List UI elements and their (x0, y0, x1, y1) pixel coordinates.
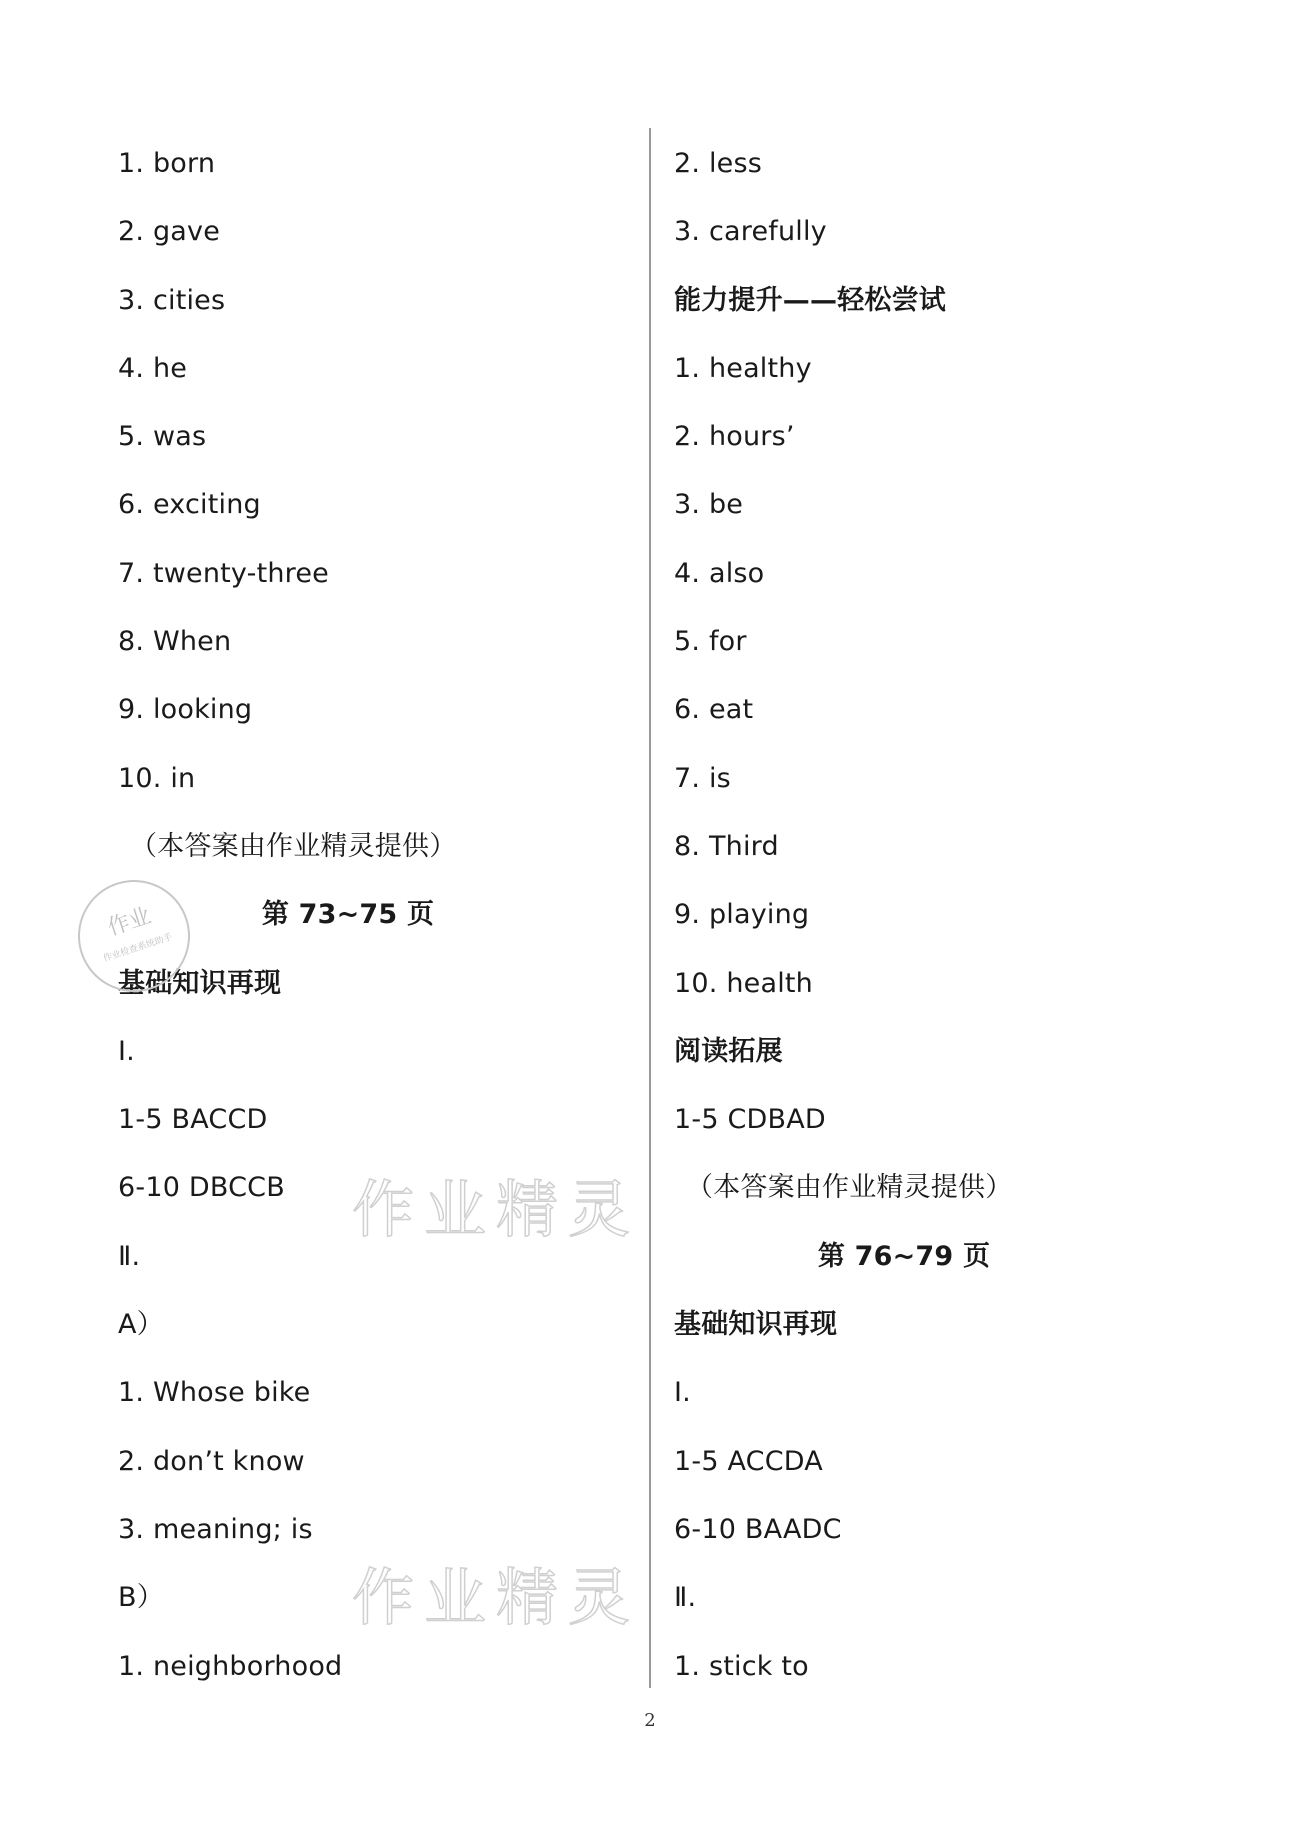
answer-line: 1. born (118, 148, 216, 179)
answer-line: 4. he (118, 352, 188, 384)
answer-line: 6-10 DBCCB (118, 1172, 285, 1204)
page-number: 2 (644, 1710, 656, 1731)
stamp-title: 作业 (104, 903, 155, 941)
answer-line: Ⅰ. (674, 1377, 691, 1409)
left-column (118, 142, 658, 1713)
column-divider (649, 128, 651, 1688)
answer-line: 9. playing (674, 899, 810, 931)
answer-line: 3. cities (118, 284, 226, 316)
right-column (674, 142, 1214, 1713)
answer-line: 5. was (118, 421, 207, 453)
answer-line: 1. stick to (674, 1650, 809, 1682)
answer-line: 1-5 BACCD (118, 1104, 268, 1136)
answer-line: 2. less (674, 148, 762, 179)
answer-line: 7. twenty-three (118, 557, 329, 589)
answer-line: 10. in (118, 762, 196, 794)
source-note: （本答案由作业精灵提供） (130, 830, 457, 862)
watermark-text: 作业精灵 (352, 1173, 641, 1246)
page-range-title: 第 76~79 页 (817, 1240, 991, 1272)
answer-line: 1-5 ACCDA (674, 1445, 823, 1477)
answer-line: 3. be (674, 489, 744, 521)
answer-line: B） (118, 1582, 164, 1614)
answer-line: 3. carefully (674, 216, 827, 248)
answer-line: 6. exciting (118, 489, 261, 521)
answer-line: 3. meaning; is (118, 1513, 313, 1545)
answer-line: 6-10 BAADC (674, 1513, 842, 1545)
watermark-text: 作业精灵 (352, 1561, 641, 1634)
answer-line: 9. looking (118, 694, 253, 726)
answer-line: 8. When (118, 626, 232, 658)
answer-line: 4. also (674, 557, 765, 589)
section-heading: 阅读拓展 (674, 1035, 783, 1067)
answer-line: 2. hours’ (674, 421, 795, 453)
page-range-title: 第 73~75 页 (261, 899, 435, 931)
section-heading: 基础知识再现 (118, 967, 282, 999)
answer-line: 1. neighborhood (118, 1650, 343, 1682)
answer-line: 5. for (674, 626, 747, 658)
answer-line: Ⅱ. (674, 1582, 697, 1614)
answer-line: 1-5 CDBAD (674, 1104, 826, 1136)
answer-line: 1. healthy (674, 352, 812, 384)
answer-line: 1. Whose bike (118, 1377, 311, 1409)
answer-line: 2. gave (118, 216, 221, 248)
answer-line: Ⅱ. (118, 1240, 141, 1272)
answer-line: 8. Third (674, 830, 779, 862)
source-note: （本答案由作业精灵提供） (686, 1172, 1013, 1204)
answer-line: 2. don’t know (118, 1445, 305, 1477)
answer-line: Ⅰ. (118, 1035, 135, 1067)
answer-line: A） (118, 1309, 164, 1341)
section-heading: 能力提升——轻松尝试 (674, 284, 946, 316)
stamp-subtitle: 作业检查系统助手 (102, 932, 174, 965)
answer-line: 10. health (674, 967, 813, 999)
section-heading: 基础知识再现 (674, 1309, 838, 1341)
answer-line: 7. is (674, 762, 731, 794)
answer-line: 6. eat (674, 694, 754, 726)
